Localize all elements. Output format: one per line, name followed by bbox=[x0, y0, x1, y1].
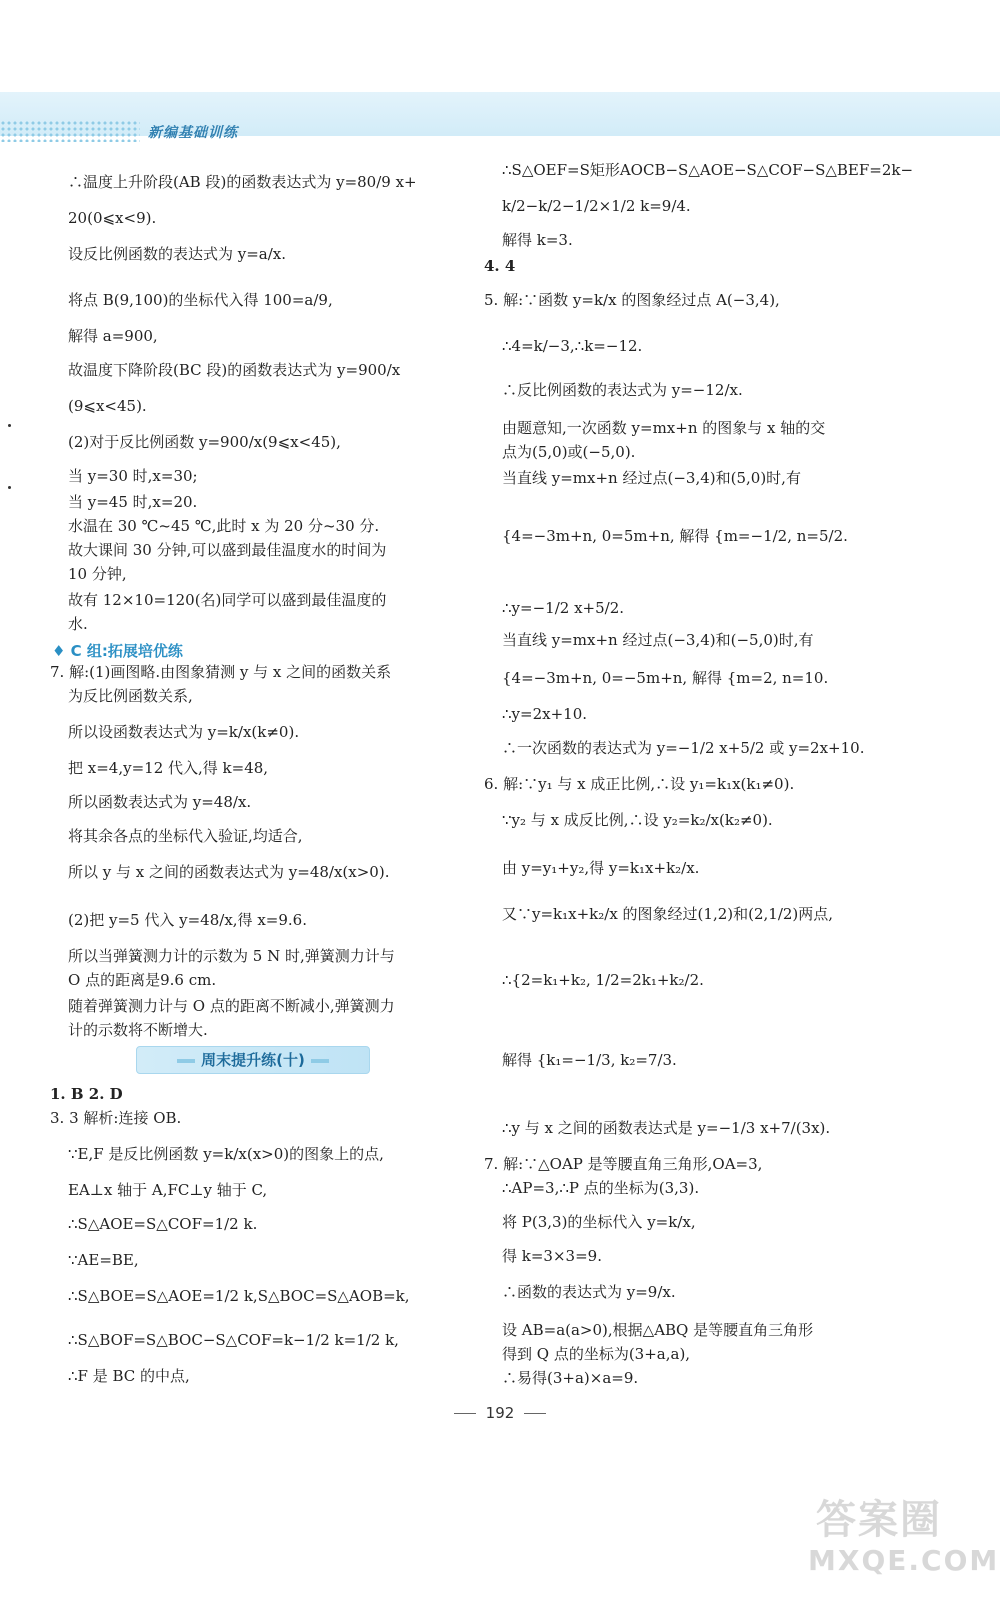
text-line: 故温度下降阶段(BC 段)的函数表达式为 y=900/x bbox=[68, 361, 401, 379]
text-line: ∴S△OEF=S矩形AOCB−S△AOE−S△COF−S△BEF=2k− bbox=[502, 161, 914, 179]
title-decoration bbox=[177, 1059, 195, 1063]
text-line: 由题意知,一次函数 y=mx+n 的图象与 x 轴的交 bbox=[502, 419, 826, 437]
margin-mark bbox=[8, 486, 11, 489]
text-line: (2)把 y=5 代入 y=48/x,得 x=9.6. bbox=[68, 911, 307, 929]
text-line: 将 P(3,3)的坐标代入 y=k/x, bbox=[502, 1213, 696, 1231]
text-line: 设 AB=a(a>0),根据△ABQ 是等腰直角三角形 bbox=[502, 1321, 814, 1339]
text-line: ∴反比例函数的表达式为 y=−12/x. bbox=[502, 381, 743, 399]
page-number bbox=[0, 1404, 1000, 1422]
text-line: 解得 {k₁=−1/3, k₂=7/3. bbox=[502, 1051, 677, 1069]
text-line: ∴一次函数的表达式为 y=−1/2 x+5/2 或 y=2x+10. bbox=[502, 739, 865, 757]
text-line: ∴AP=3,∴P 点的坐标为(3,3). bbox=[502, 1179, 700, 1197]
text-line: 把 x=4,y=12 代入,得 k=48, bbox=[68, 759, 269, 777]
text-line: ∴4=k/−3,∴k=−12. bbox=[502, 337, 643, 355]
text-line: 4. 4 bbox=[484, 257, 516, 275]
text-line: (2)对于反比例函数 y=900/x(9⩽x<45), bbox=[68, 433, 341, 451]
text-line: 点为(5,0)或(−5,0). bbox=[502, 443, 636, 461]
section-heading-text: C 组:拓展培优练 bbox=[70, 642, 183, 660]
text-line: 将点 B(9,100)的坐标代入得 100=a/9, bbox=[68, 291, 333, 309]
text-line: k/2−k/2−1/2×1/2 k=9/4. bbox=[502, 197, 691, 215]
header-dot-pattern bbox=[0, 120, 140, 142]
text-line: 为反比例函数关系, bbox=[68, 687, 193, 705]
text-line: 5. 解:∵函数 y=k/x 的图象经过点 A(−3,4), bbox=[484, 291, 780, 309]
text-line: 当直线 y=mx+n 经过点(−3,4)和(−5,0)时,有 bbox=[502, 631, 814, 649]
margin-mark bbox=[8, 424, 11, 427]
text-line: 10 分钟, bbox=[68, 565, 127, 583]
dash-right bbox=[524, 1413, 546, 1414]
text-line: ∴易得(3+a)×a=9. bbox=[502, 1369, 639, 1387]
text-line: ∴函数的表达式为 y=9/x. bbox=[502, 1283, 676, 1301]
text-line: 得到 Q 点的坐标为(3+a,a), bbox=[502, 1345, 691, 1363]
text-line: 解得 a=900, bbox=[68, 327, 158, 345]
text-line: 水温在 30 ℃~45 ℃,此时 x 为 20 分~30 分. bbox=[68, 517, 380, 535]
text-line: ∴S△AOE=S△COF=1/2 k. bbox=[68, 1215, 258, 1233]
text-line: 7. 解:(1)画图略.由图象猜测 y 与 x 之间的函数关系 bbox=[50, 663, 392, 681]
text-line: ∵AE=BE, bbox=[68, 1251, 139, 1269]
page-number-text: 192 bbox=[485, 1404, 515, 1422]
text-line: 解得 k=3. bbox=[502, 231, 573, 249]
text-line: 将其余各点的坐标代入验证,均适合, bbox=[68, 827, 303, 845]
text-line: (9⩽x<45). bbox=[68, 397, 147, 415]
text-line: 1. B 2. D bbox=[50, 1085, 123, 1103]
text-line: ∴F 是 BC 的中点, bbox=[68, 1367, 190, 1385]
text-line: ∵y₂ 与 x 成反比例,∴设 y₂=k₂/x(k₂≠0). bbox=[502, 811, 773, 829]
text-line: 得 k=3×3=9. bbox=[502, 1247, 602, 1265]
section-heading-c: ♦ C 组:拓展培优练 bbox=[52, 642, 183, 660]
text-line: ∴温度上升阶段(AB 段)的函数表达式为 y=80/9 x+ bbox=[68, 173, 417, 191]
text-line: ∴S△BOE=S△AOE=1/2 k,S△BOC=S△AOB=k, bbox=[68, 1287, 410, 1305]
text-line: 当 y=30 时,x=30; bbox=[68, 467, 198, 485]
header-title: 新编基础训练 bbox=[148, 125, 238, 141]
text-line: 当直线 y=mx+n 经过点(−3,4)和(5,0)时,有 bbox=[502, 469, 801, 487]
text-line: 6. 解:∵y₁ 与 x 成正比例,∴设 y₁=k₁x(k₁≠0). bbox=[484, 775, 795, 793]
text-line: 所以 y 与 x 之间的函数表达式为 y=48/x(x>0). bbox=[68, 863, 390, 881]
text-line: 计的示数将不断增大. bbox=[68, 1021, 208, 1039]
text-line: ∴S△BOF=S△BOC−S△COF=k−1/2 k=1/2 k, bbox=[68, 1331, 399, 1349]
text-line: ∵E,F 是反比例函数 y=k/x(x>0)的图象上的点, bbox=[68, 1145, 384, 1163]
text-line: 故大课间 30 分钟,可以盛到最佳温度水的时间为 bbox=[68, 541, 387, 559]
watermark-line1: 答案圈 bbox=[816, 1497, 942, 1543]
text-line: 随着弹簧测力计与 O 点的距离不断减小,弹簧测力 bbox=[68, 997, 395, 1015]
text-line: 当 y=45 时,x=20. bbox=[68, 493, 198, 511]
text-line: 3. 3 解析:连接 OB. bbox=[50, 1109, 182, 1127]
text-line: 所以函数表达式为 y=48/x. bbox=[68, 793, 252, 811]
text-line: {4=−3m+n, 0=5m+n, 解得 {m=−1/2, n=5/2. bbox=[502, 527, 848, 545]
text-line: 20(0⩽x<9). bbox=[68, 209, 157, 227]
text-line: 又∵y=k₁x+k₂/x 的图象经过(1,2)和(2,1/2)两点, bbox=[502, 905, 834, 923]
text-line: 水. bbox=[68, 615, 88, 633]
text-line: 由 y=y₁+y₂,得 y=k₁x+k₂/x. bbox=[502, 859, 700, 877]
text-line: 7. 解:∵△OAP 是等腰直角三角形,OA=3, bbox=[484, 1155, 763, 1173]
text-line: {4=−3m+n, 0=−5m+n, 解得 {m=2, n=10. bbox=[502, 669, 829, 687]
watermark-logo bbox=[808, 1488, 1000, 1592]
watermark-line2: MXQE.COM bbox=[808, 1544, 1000, 1577]
text-line: ∴y=2x+10. bbox=[502, 705, 588, 723]
text-line: 所以设函数表达式为 y=k/x(k≠0). bbox=[68, 723, 300, 741]
text-line: ∴y 与 x 之间的函数表达式是 y=−1/3 x+7/(3x). bbox=[502, 1119, 831, 1137]
dash-left bbox=[454, 1413, 476, 1414]
weekend-section-title bbox=[136, 1046, 370, 1074]
text-line: 所以当弹簧测力计的示数为 5 N 时,弹簧测力计与 bbox=[68, 947, 395, 965]
text-line: O 点的距离是9.6 cm. bbox=[68, 971, 217, 989]
text-line: 设反比例函数的表达式为 y=a/x. bbox=[68, 245, 287, 263]
text-line: ∴{2=k₁+k₂, 1/2=2k₁+k₂/2. bbox=[502, 971, 704, 989]
text-line: EA⊥x 轴于 A,FC⊥y 轴于 C, bbox=[68, 1181, 268, 1199]
text-line: 故有 12×10=120(名)同学可以盛到最佳温度的 bbox=[68, 591, 387, 609]
weekend-title-text: 周末提升练(十) bbox=[201, 1051, 305, 1069]
title-decoration bbox=[311, 1059, 329, 1063]
text-line: ∴y=−1/2 x+5/2. bbox=[502, 599, 624, 617]
